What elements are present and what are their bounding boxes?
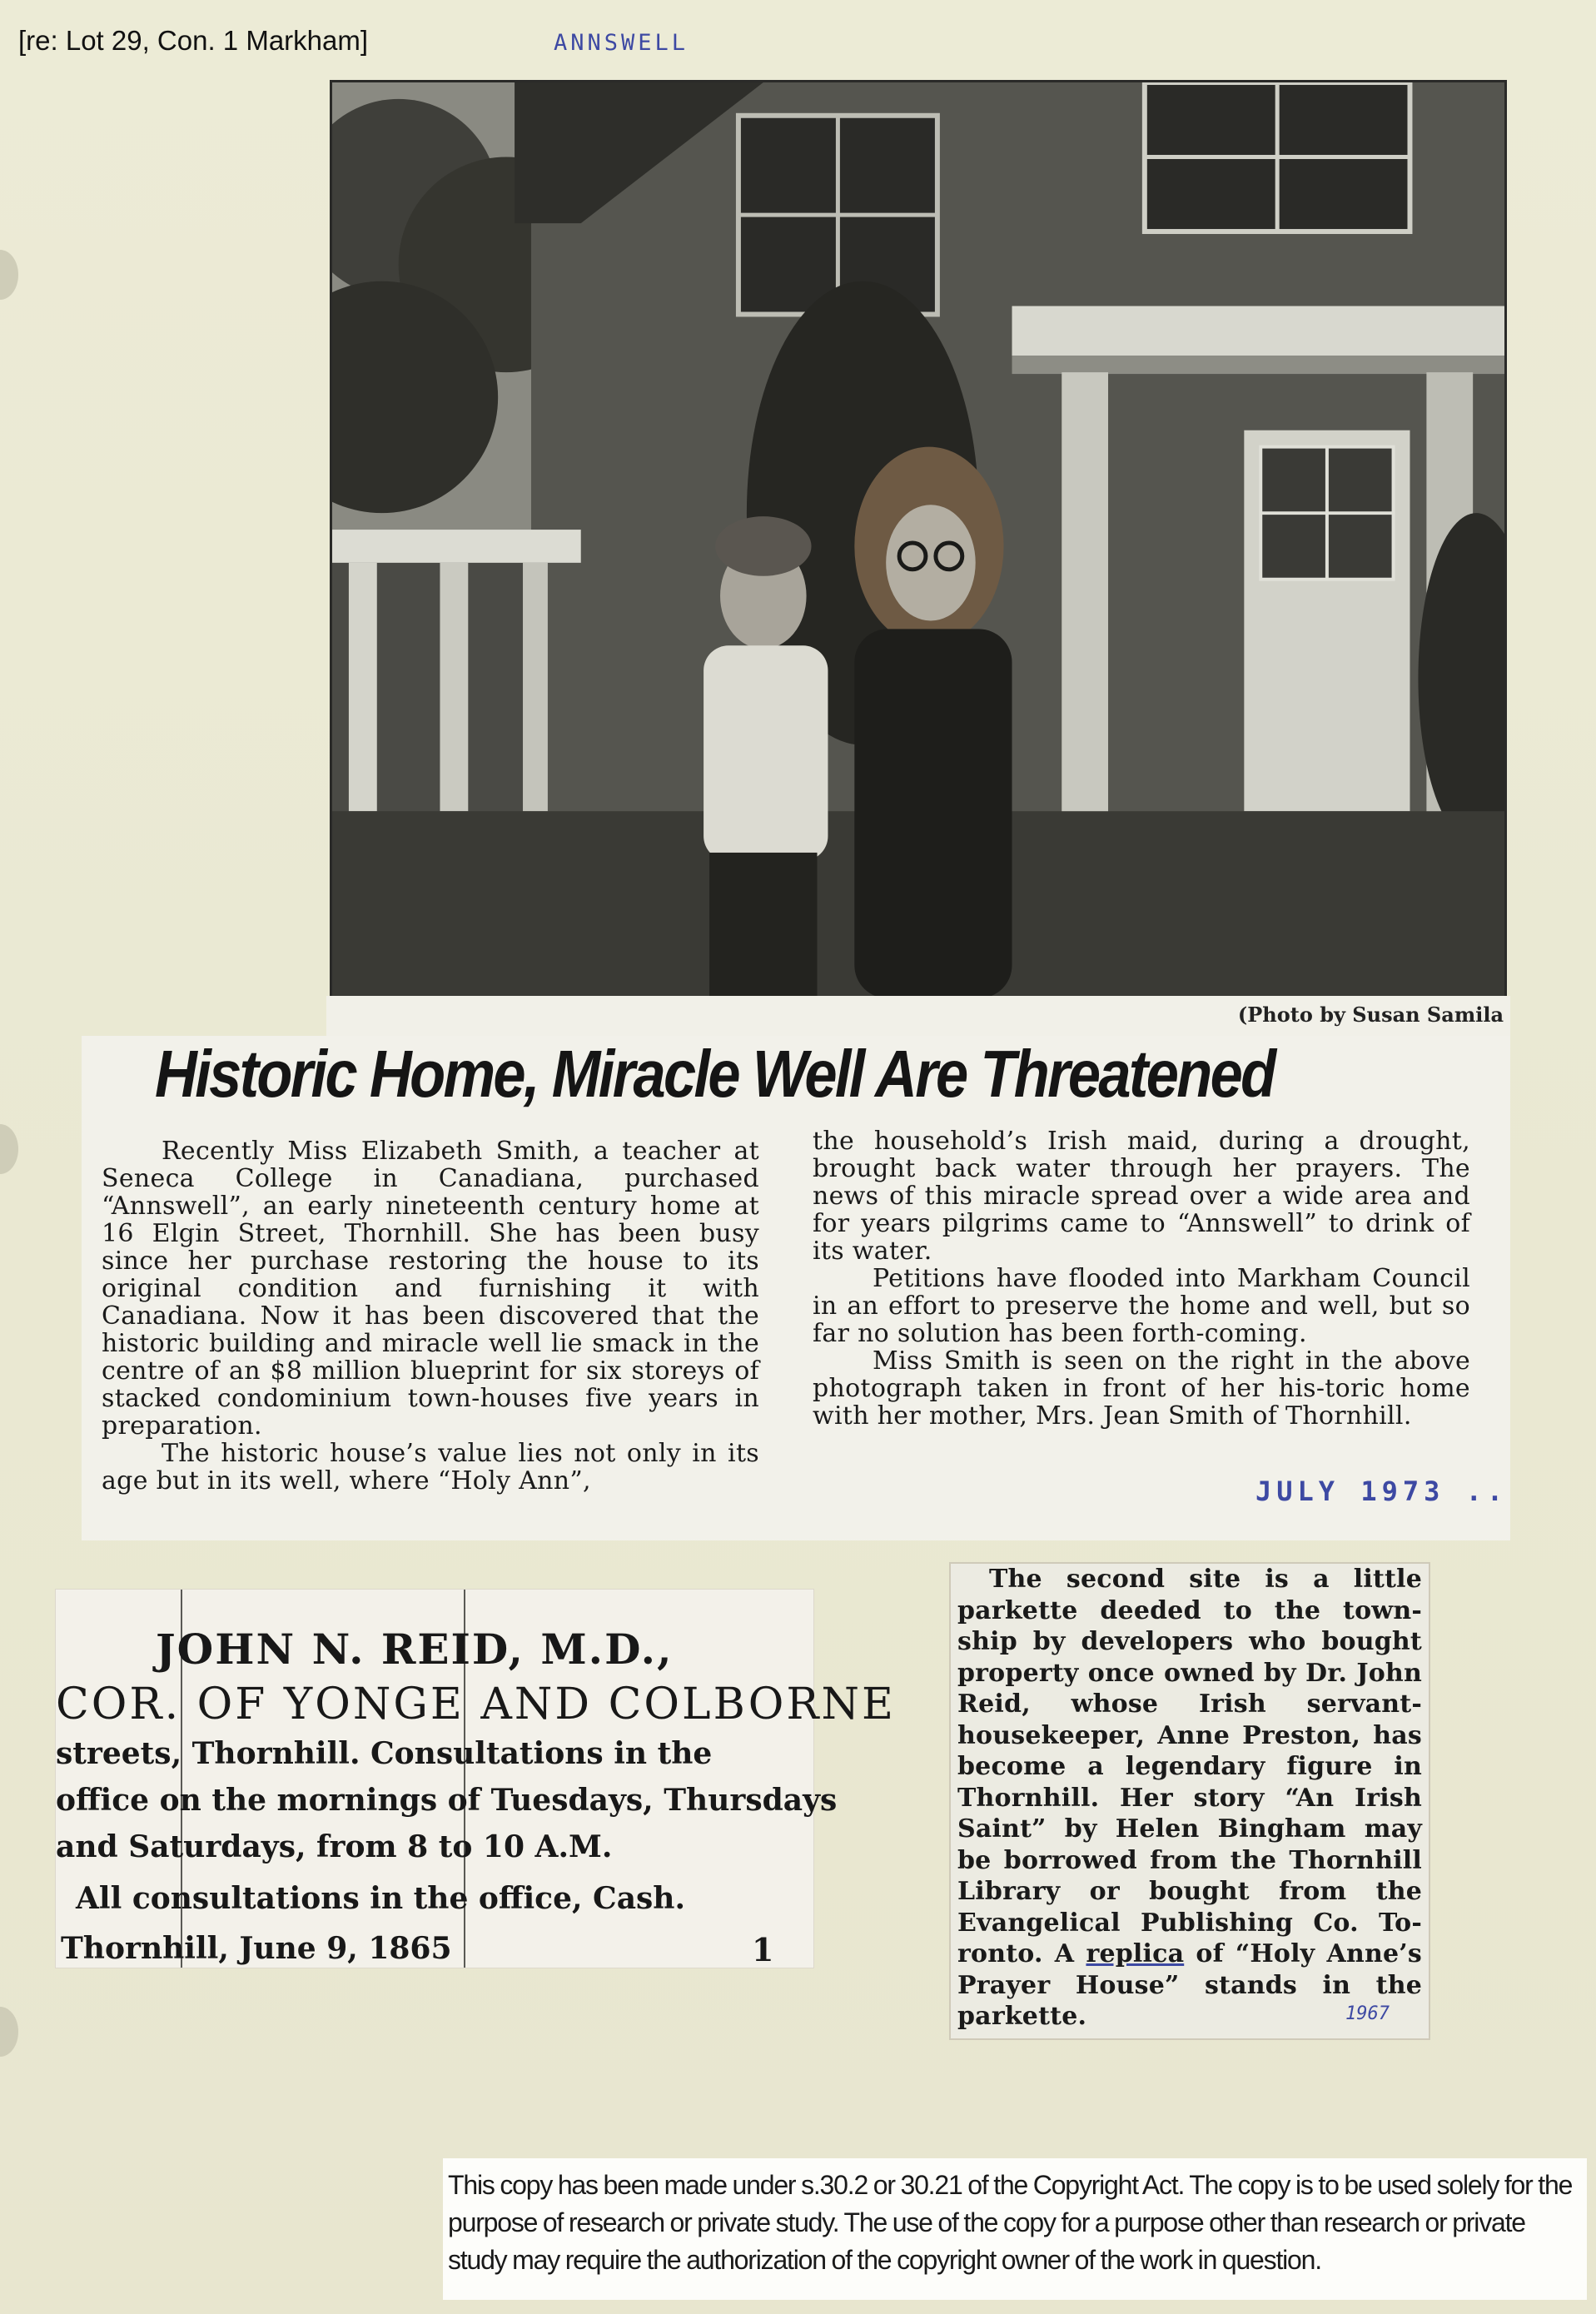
newspaper-article: [82, 1036, 1510, 1540]
clipping-text: The second site is a little parkette deeded to the town-ship by developers who bought property once owned by Dr. John Reid, whose Irish servant-housekeeper, Anne Preston, has become a legendary figure in Thornhill. Her story “An Irish Saint” by Helen Bingham may be borrowed from the Thornhill Library or bought from the Evangelical Publishing Co. To-ronto. A: [957, 1565, 1422, 1968]
ad-line: streets, Thornhill. Consultations in the: [56, 1736, 713, 1771]
reference-label: [re: Lot 29, Con. 1 Markham]: [18, 25, 369, 56]
handwritten-title: ANNSWELL: [554, 30, 689, 56]
article-headline: Historic Home, Miracle Well Are Threatened: [155, 1037, 1275, 1111]
ad-doctor-name: JOHN N. REID, M.D.,: [156, 1625, 674, 1674]
article-paragraph: The historic house’s value lies not only in its age but in its well, where “Holy Ann”,: [102, 1439, 759, 1495]
clipping-text: of “Holy Anne’s Prayer House” stands in the parkette.: [957, 1939, 1422, 2031]
doctor-advertisement: [55, 1589, 896, 1968]
article-paragraph: Miss Smith is seen on the right in the above photograph taken in front of her his-toric home with her mother, Mrs. Jean Smith of Thornhill.: [813, 1346, 1470, 1431]
ad-address: COR. OF YONGE AND COLBORNE: [56, 1680, 896, 1729]
article-paragraph: Recently Miss Elizabeth Smith, a teacher at Seneca College in Canadiana, purchased “Annswell”, an early nineteenth century home at 16 Elgin Street, Thornhill. She has been busy since her purchase restoring the house to its original condition and furnishing it with Canadiana. Now it has been discovered that the historic building and miracle well lie smack in the centre of an $8 million blueprint for six storeys of stacked condominium town-houses five years in preparation.: [102, 1137, 759, 1441]
article-paragraph: the household’s Irish maid, during a drought, brought back water through her prayers. The news of this miracle spread over a wide area and for years pilgrims came to “Annswell” to drink of its water.: [813, 1127, 1470, 1266]
article-column-right: [813, 1127, 1470, 1430]
copyright-notice: This copy has been made under s.30.2 or 30.21 of the Copyright Act. The copy is to be used solely for the purpose of research or private study. The use of the copy for a purpose other than research or private study may require the authorization of the copyright owner of the work in question.: [448, 2170, 1573, 2275]
punch-hole: [0, 2007, 18, 2057]
photo-illustration: [332, 82, 1504, 998]
photo-credit-strip: [326, 996, 1510, 1036]
punch-hole: [0, 250, 18, 300]
photo-credit: (Photo by Susan Samila: [1237, 1003, 1504, 1027]
parkette-text: [957, 1564, 1422, 2033]
article-column-left: [102, 1137, 759, 1495]
punch-hole: [0, 1124, 18, 1174]
article-paragraph: Petitions have flooded into Markham Council in an effort to preserve the home and well, but so far no solution has been forth-coming.: [813, 1264, 1470, 1348]
parkette-clipping: [949, 1562, 1430, 2040]
ad-number: 1: [752, 1931, 774, 1968]
handwritten-year: 1967: [1345, 2003, 1390, 2024]
ad-line: office on the mornings of Tuesdays, Thursdays: [56, 1783, 838, 1818]
house-photograph: [330, 80, 1507, 1001]
ad-dateline: Thornhill, June 9, 1865: [61, 1931, 452, 1966]
ad-line: and Saturdays, from 8 to 10 A.M.: [56, 1829, 613, 1864]
handwritten-date: JULY 1973 ..: [1255, 1475, 1509, 1507]
copyright-notice-box: [443, 2158, 1587, 2300]
underlined-word: replica: [1086, 1939, 1185, 1968]
ad-line: All consultations in the office, Cash.: [76, 1881, 685, 1916]
